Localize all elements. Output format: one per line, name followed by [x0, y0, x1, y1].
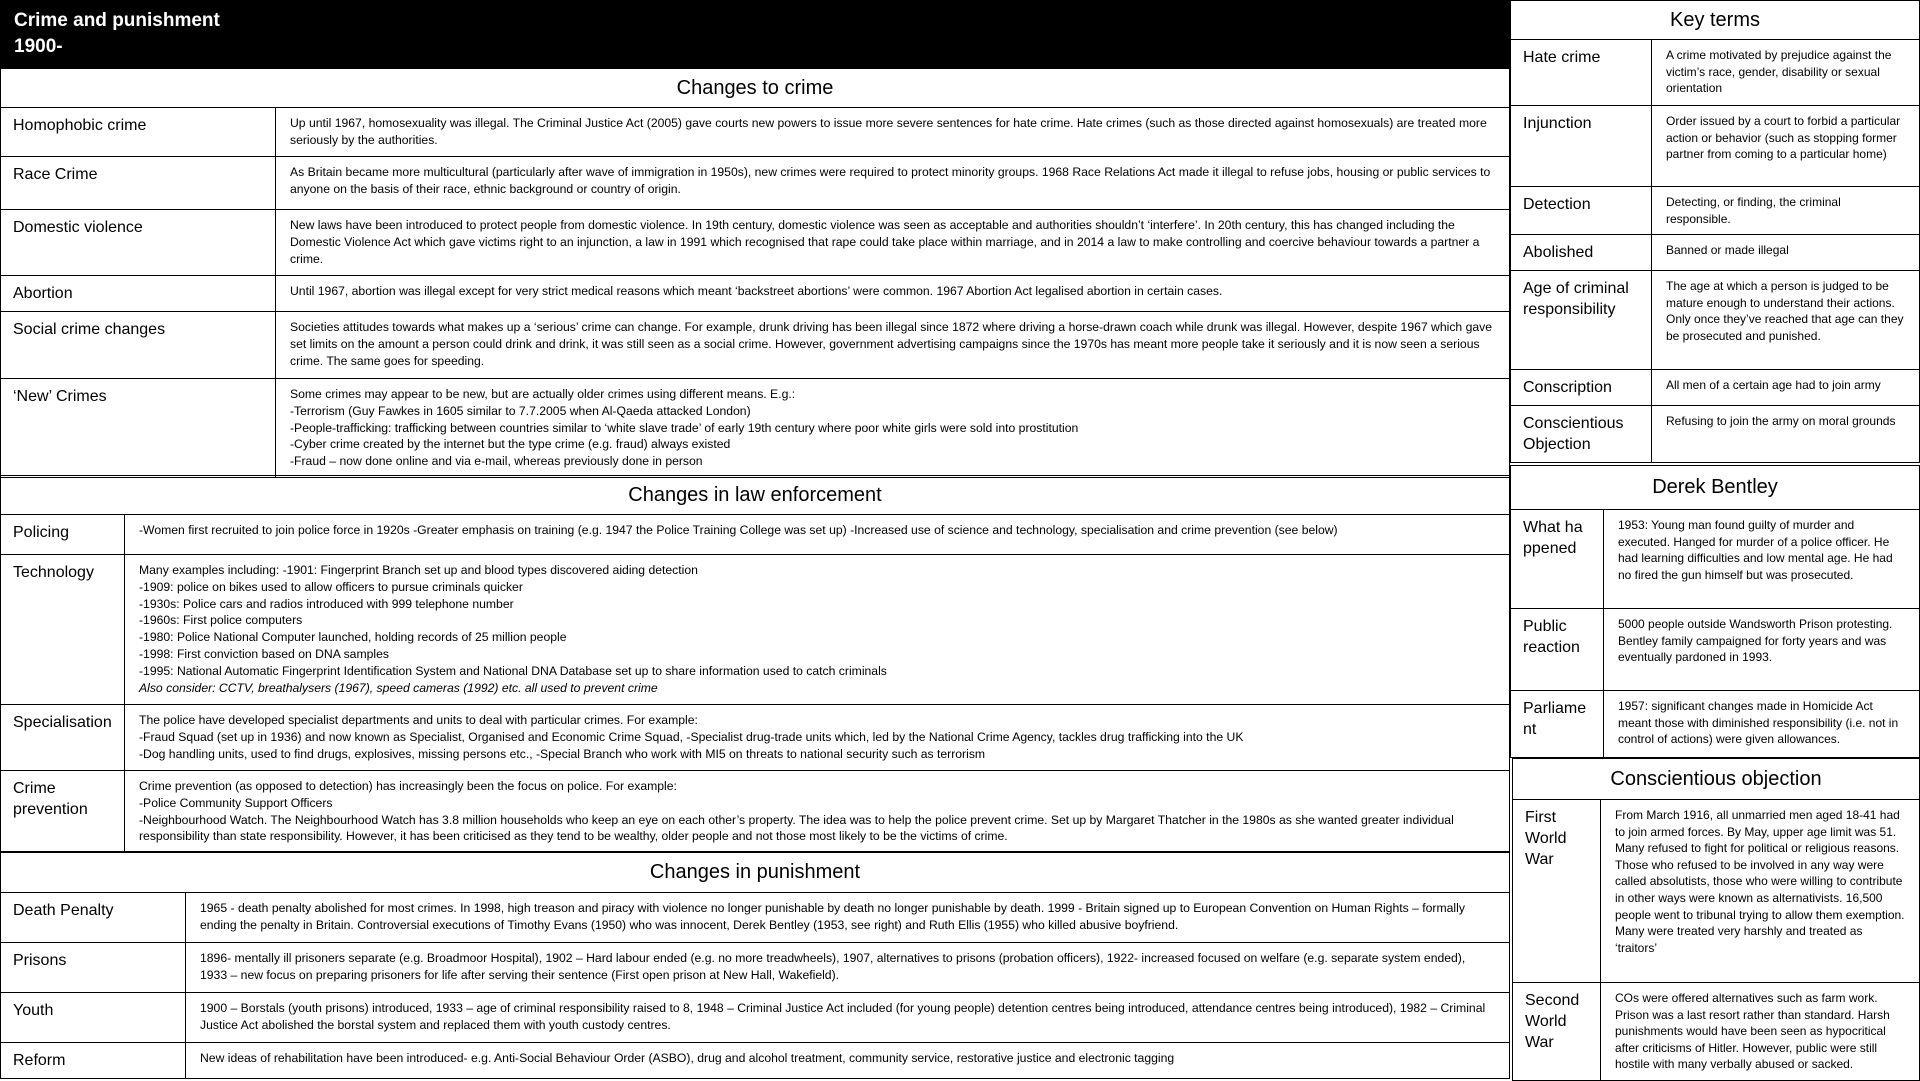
line: -Dog handling units, used to find drugs, explosives, missing persons etc., -Special Branch who work with MI5 on threats to national security such as terrorism — [139, 746, 986, 761]
row-text — [276, 379, 1510, 478]
term-label: Hate crime — [1511, 40, 1652, 106]
punishment-table — [0, 892, 1510, 1079]
row-label: Homophobic crime — [1, 108, 276, 157]
table-row — [1, 705, 1510, 771]
row-label: Race Crime — [1, 157, 276, 210]
key-terms-table — [1510, 39, 1920, 463]
table-row — [1511, 40, 1920, 106]
line: -Fraud – now done online and via e-mail, whereas previously done in person — [290, 454, 703, 469]
table-row — [1511, 510, 1920, 609]
row-text: New ideas of rehabilitation have been introduced- e.g. Anti-Social Behaviour Order (ASBO), drug and alcohol treatment, community service, restorative justice and electronic tagging — [186, 1043, 1510, 1079]
page-subtitle: 1900- — [14, 36, 63, 57]
term-label: Abolished — [1511, 235, 1652, 271]
term-definition: A crime motivated by prejudice against the victim’s race, gender, disability or sexual orientation — [1652, 40, 1920, 106]
bentley-table — [1510, 509, 1920, 758]
table-row — [1511, 609, 1920, 691]
table-row — [1511, 271, 1920, 370]
bentley-text: 5000 people outside Wandsworth Prison protesting. Bentley family campaigned for forty years and was eventually pardoned in 1993. — [1604, 609, 1920, 691]
line: -Terrorism (Guy Fawkes in 1605 similar to 7.7.2005 when Al-Qaeda attacked London) — [290, 403, 751, 418]
table-row — [1, 893, 1510, 943]
term-definition: Banned or made illegal — [1652, 235, 1920, 271]
line: -1909: police on bikes used to allow officers to pursue criminals quicker — [139, 579, 523, 594]
row-label: Youth — [1, 993, 186, 1043]
row-text: Up until 1967, homosexuality was illegal. The Criminal Justice Act (2005) gave courts new powers to issue more severe sentences for hate crime. Hate crimes (such as those directed against homosexuals) are treated more seriously by the authorities. — [276, 108, 1510, 157]
bentley-label: What happened — [1511, 510, 1604, 609]
table-row — [1511, 187, 1920, 235]
objection-text: COs were offered alternatives such as farm work. Prison was a last resort rather than standard. Harsh punishments would have been seen as hypocritical after criticisms of Hitler. However, public were still hostile with many verbally abused or sacked. — [1601, 983, 1920, 1081]
table-row — [1, 555, 1510, 705]
term-definition: Refusing to join the army on moral grounds — [1652, 406, 1920, 463]
objection-table — [1512, 799, 1920, 1081]
table-row — [1, 771, 1510, 853]
row-text — [125, 771, 1510, 853]
term-definition: The age at which a person is judged to be mature enough to understand their actions. Only once they’ve reached that age can they be prosecuted and punished. — [1652, 271, 1920, 370]
row-text: As Britain became more multicultural (particularly after wave of immigration in 1950s), new crimes were required to protect minority groups. 1968 Race Relations Act made it illegal to refuse jobs, housing or public services to anyone on the basis of their race, ethnic background or country of origin. — [276, 157, 1510, 210]
line: Many examples including: -1901: Fingerprint Branch set up and blood types discovered aiding detection — [139, 563, 698, 577]
table-row — [1511, 106, 1920, 187]
row-label: Crime prevention — [1, 771, 125, 853]
crime-table — [0, 107, 1510, 478]
row-label: Specialisation — [1, 705, 125, 771]
row-label: Technology — [1, 555, 125, 705]
term-definition: Detecting, or finding, the criminal responsible. — [1652, 187, 1920, 235]
crime-heading: Changes to crime — [0, 68, 1510, 108]
table-row — [1511, 235, 1920, 271]
line: -1930s: Police cars and radios introduced with 999 telephone number — [139, 596, 514, 611]
table-row — [1, 157, 1510, 210]
line: Some crimes may appear to be new, but are actually older crimes using different means. E.g.: — [290, 387, 796, 401]
bentley-label: Public reaction — [1511, 609, 1604, 691]
line: From March 1916, all unmarried men aged 18-41 had to join armed forces. By May, upper age limit was 51. — [1615, 808, 1900, 839]
term-label: Conscription — [1511, 370, 1652, 406]
line: -1998: First conviction based on DNA samples — [139, 646, 389, 661]
row-label: Abortion — [1, 276, 276, 312]
line: Also consider: CCTV, breathalysers (1967), speed cameras (1992) etc. all used to prevent crime — [139, 680, 658, 695]
table-row — [1, 993, 1510, 1043]
table-row — [1, 210, 1510, 276]
objection-text — [1601, 800, 1920, 983]
row-label: Reform — [1, 1043, 186, 1079]
objection-label: First World War — [1513, 800, 1601, 983]
term-definition: All men of a certain age had to join army — [1652, 370, 1920, 406]
enforcement-table — [0, 514, 1510, 853]
table-row — [1511, 406, 1920, 463]
table-row — [1511, 691, 1920, 758]
bentley-heading: Derek Bentley — [1510, 465, 1920, 510]
row-text: New laws have been introduced to protect people from domestic violence. In 19th century, domestic violence was seen as acceptable and authorities shouldn’t ‘interfere’. In 20th century, this has changed including the Domestic Violence Act which gave victims right to an injunction, a law in 1991 which recognised that rape could take place within marriage, and in 2014 a law to make controlling and coercive behaviour towards a partner a crime. — [276, 210, 1510, 276]
line: -1960s: First police computers — [139, 613, 303, 628]
bentley-label: Parliament — [1511, 691, 1604, 758]
key-terms-heading: Key terms — [1510, 0, 1920, 40]
term-label: Injunction — [1511, 106, 1652, 187]
table-row — [1, 515, 1510, 555]
term-definition: Order issued by a court to forbid a particular action or behavior (such as stopping former partner from coming to a particular home) — [1652, 106, 1920, 187]
row-label: Domestic violence — [1, 210, 276, 276]
bentley-text: 1953: Young man found guilty of murder and executed. Hanged for murder of a police officer. He had learning difficulties and low mental age. He had no fired the gun himself but was prosecuted. — [1604, 510, 1920, 609]
term-label: Detection — [1511, 187, 1652, 235]
row-text: Until 1967, abortion was illegal except for very strict medical reasons which meant ‘backstreet abortions’ were common. 1967 Abortion Act legalised abortion in certain cases. — [276, 276, 1510, 312]
objection-label: Second World War — [1513, 983, 1601, 1081]
punishment-heading: Changes in punishment — [0, 851, 1510, 893]
table-row — [1511, 370, 1920, 406]
line: Crime prevention (as opposed to detection) has increasingly been the focus on police. For example: — [139, 779, 677, 793]
line: -Cyber crime created by the internet but the type crime (e.g. fraud) always existed — [290, 437, 731, 452]
row-label: Social crime changes — [1, 312, 276, 379]
page-title-box — [0, 0, 1510, 68]
table-row — [1, 276, 1510, 312]
row-text: 1896- mentally ill prisoners separate (e.g. Broadmoor Hospital), 1902 – Hard labour ended (e.g. no more treadwheels), 1907, alternatives to prisons (probation officers), 1922- increased focused on welfare (e.g. separate system ended), 1933 – new focus on preparing prisoners for life after serving their sentence (First open prison at New Hall, Wakefield). — [186, 943, 1510, 993]
line: -Fraud Squad (set up in 1936) and now known as Specialist, Organised and Economic Crime Squad, -Specialist drug-trade units which, led by the National Crime Agency, tackles drug trafficking into the UK — [139, 729, 1244, 744]
row-label: Death Penalty — [1, 893, 186, 943]
bentley-text: 1957: significant changes made in Homicide Act meant those with diminished responsibility (i.e. not in control of actions) were given allowances. — [1604, 691, 1920, 758]
line: Many refused to fight for political or religious reasons. Those who refused to be involved in any way were called absolutists, those who were willing to contribute in other ways were known as alternativists. 16,500 people went to tribunal trying to allow them exemption. Many were treated very harshly and treated as ‘traitors’ — [1615, 841, 1905, 955]
table-row — [1, 1043, 1510, 1079]
table-row — [1, 312, 1510, 379]
table-row — [1, 943, 1510, 993]
row-text — [125, 705, 1510, 771]
row-text: 1900 – Borstals (youth prisons) introduced, 1933 – age of criminal responsibility raised to 8, 1948 – Criminal Justice Act included (for young people) detention centres being introduced, attendance centres being introduced), 1982 – Criminal Justice Act abolished the borstal system and replaced them with youth custody centres. — [186, 993, 1510, 1043]
table-row — [1513, 800, 1920, 983]
row-label: Prisons — [1, 943, 186, 993]
row-text — [125, 555, 1510, 705]
line: -1980: Police National Computer launched, holding records of 25 million people — [139, 630, 567, 645]
row-text: 1965 - death penalty abolished for most crimes. In 1998, high treason and piracy with violence no longer punishable by death no longer punishable by death. 1999 - Britain signed up to European Convention on Human Rights – formally ending the penalty in Britain. Controversial executions of Timothy Evans (1950) who was innocent, Derek Bentley (1953, see right) and Ruth Ellis (1955) who killed abusive boyfriend. — [186, 893, 1510, 943]
objection-heading: Conscientious objection — [1512, 758, 1920, 800]
line: -Police Community Support Officers — [139, 795, 333, 810]
row-label: Policing — [1, 515, 125, 555]
line: -People-trafficking: trafficking between countries similar to ‘white slave trade’ of early 19th century where poor white girls were sold into prostitution — [290, 420, 1079, 435]
table-row — [1513, 983, 1920, 1081]
table-row — [1, 108, 1510, 157]
table-row — [1, 379, 1510, 478]
enforcement-heading: Changes in law enforcement — [0, 475, 1510, 515]
row-text: -Women first recruited to join police force in 1920s -Greater emphasis on training (e.g. 1947 the Police Training College was set up) -Increased use of science and technology, specialisation and crime prevention (see below) — [125, 515, 1510, 555]
page-title: Crime and punishment — [14, 10, 220, 31]
term-label: Conscientious Objection — [1511, 406, 1652, 463]
row-text: Societies attitudes towards what makes up a ‘serious’ crime can change. For example, drunk driving has been illegal since 1872 where driving a horse-drawn coach while drunk was illegal. However, despite 1967 which gave set limits on the amount a person could drink and drink, it was still seen as a social crime. However, government advertising campaigns since the 1970s has meant more people take it seriously and it is now seen a serious crime. The same goes for speeding. — [276, 312, 1510, 379]
line: -Neighbourhood Watch. The Neighbourhood Watch has 3.8 million households who keep an eye on each other’s property. The idea was to help the police prevent crime. Set up by Margaret Thatcher in the 1980s as she wanted greater individual responsibility than state responsibility. However, it has been criticised as they tend to be wealthy, older people and not those most likely to be the victims of crime. — [139, 812, 1454, 844]
line: -1995: National Automatic Fingerprint Identification System and National DNA Database set up to share information used to catch criminals — [139, 663, 887, 678]
line: The police have developed specialist departments and units to deal with particular crimes. For example: — [139, 713, 698, 727]
row-label: ‘New’ Crimes — [1, 379, 276, 478]
term-label: Age of criminal responsibility — [1511, 271, 1652, 370]
